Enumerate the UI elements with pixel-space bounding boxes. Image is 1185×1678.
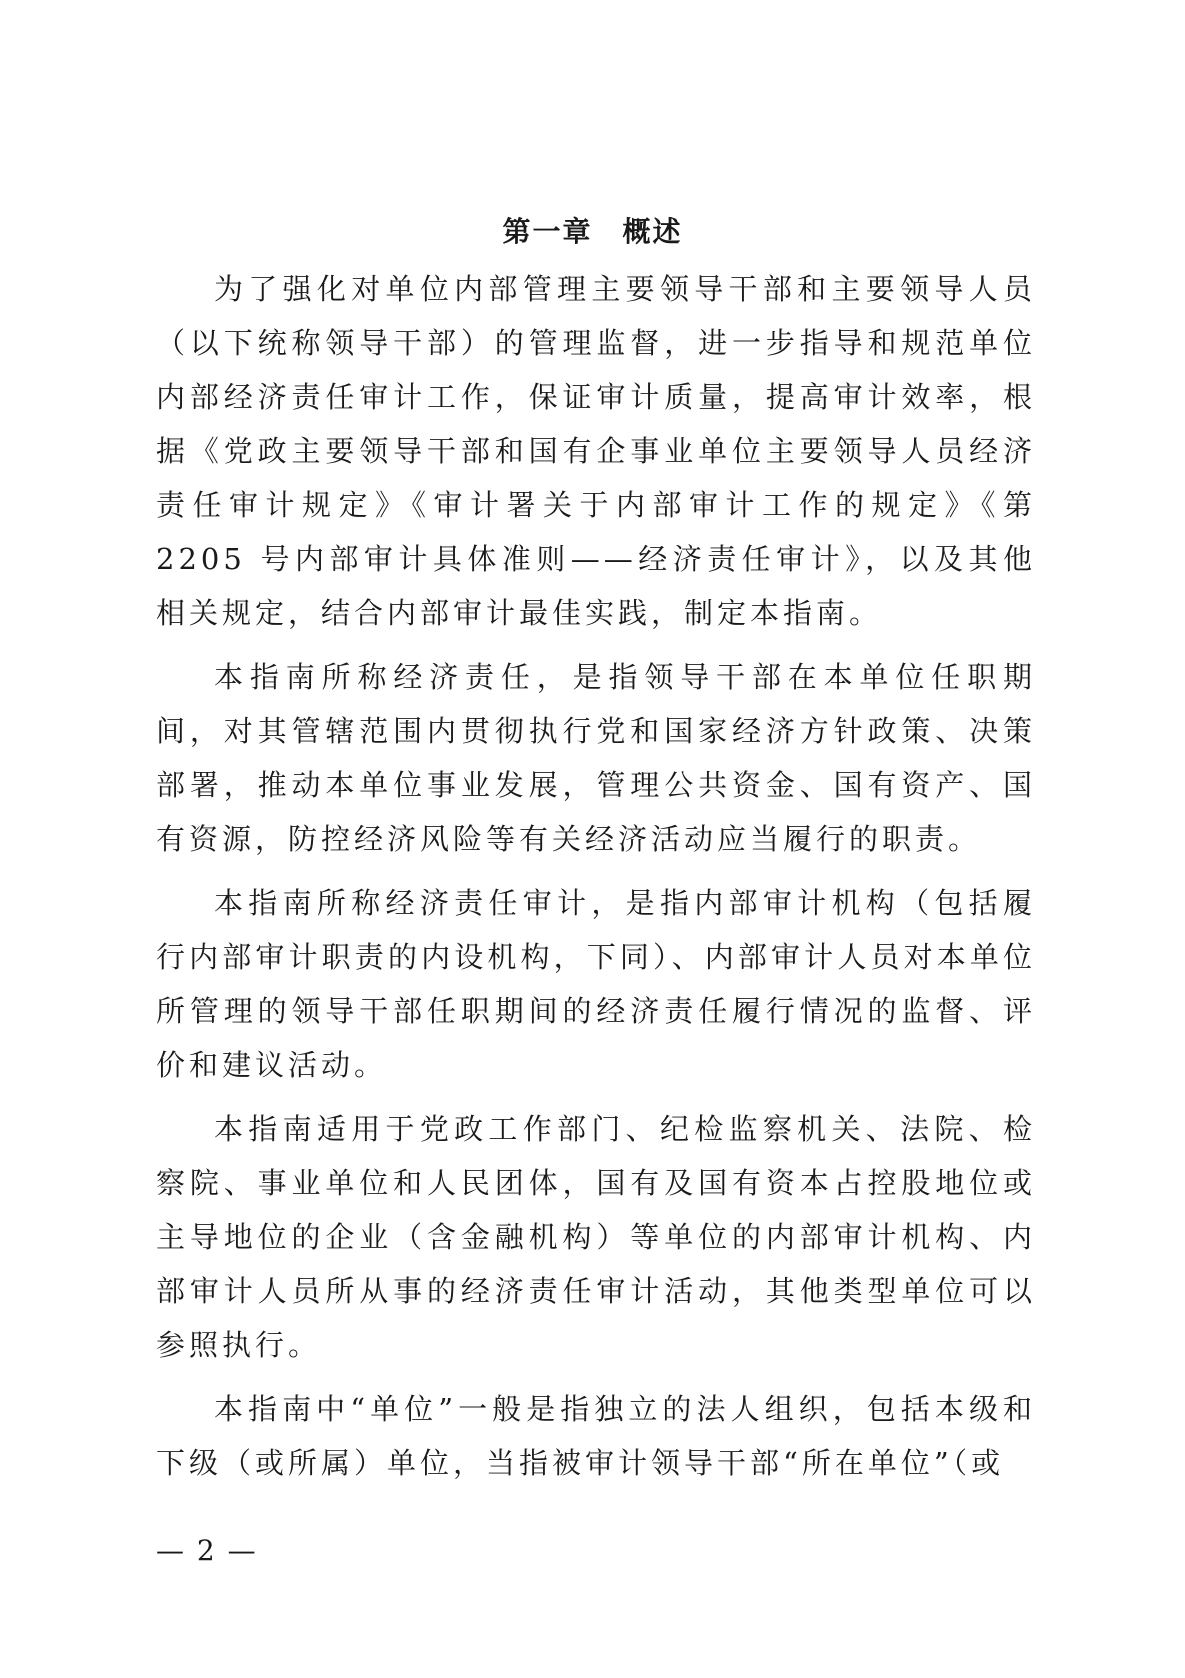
paragraph: 本指南所称经济责任，是指领导干部在本单位任职期间，对其管辖范围内贯彻执行党和国家经济方针政策、决策部署，推动本单位事业发展，管理公共资金、国有资产、国有资源，防控经济风险等有关经济活动应当履行的职责。 bbox=[156, 660, 1036, 856]
document-body bbox=[156, 262, 1036, 1490]
paragraph: 本指南适用于党政工作部门、纪检监察机关、法院、检察院、事业单位和人民团体，国有及国有资本占控股地位或主导地位的企业（含金融机构）等单位的内部审计机构、内部审计人员所从事的经济责任审计活动，其他类型单位可以参照执行。 bbox=[156, 1112, 1036, 1362]
page-number: — 2 — bbox=[156, 1534, 258, 1567]
paragraph: 本指南中“单位”一般是指独立的法人组织，包括本级和下级（或所属）单位，当指被审计领导干部“所在单位”（或 bbox=[156, 1392, 1036, 1480]
chapter-title: 第一章 概述 bbox=[502, 215, 683, 248]
paragraph: 本指南所称经济责任审计，是指内部审计机构（包括履行内部审计职责的内设机构，下同）、内部审计人员对本单位所管理的领导干部任职期间的经济责任履行情况的监督、评价和建议活动。 bbox=[156, 886, 1036, 1082]
paragraph: 为了强化对单位内部管理主要领导干部和主要领导人员（以下统称领导干部）的管理监督，进一步指导和规范单位内部经济责任审计工作，保证审计质量，提高审计效率，根据《党政主要领导干部和国有企事业单位主要领导人员经济责任审计规定》《审计署关于内部审计工作的规定》《第 2205 号内部审计具体准则——经济责任审计》，以及其他相关规定，结合内部审计最佳实践，制定本指南。 bbox=[156, 272, 1036, 630]
